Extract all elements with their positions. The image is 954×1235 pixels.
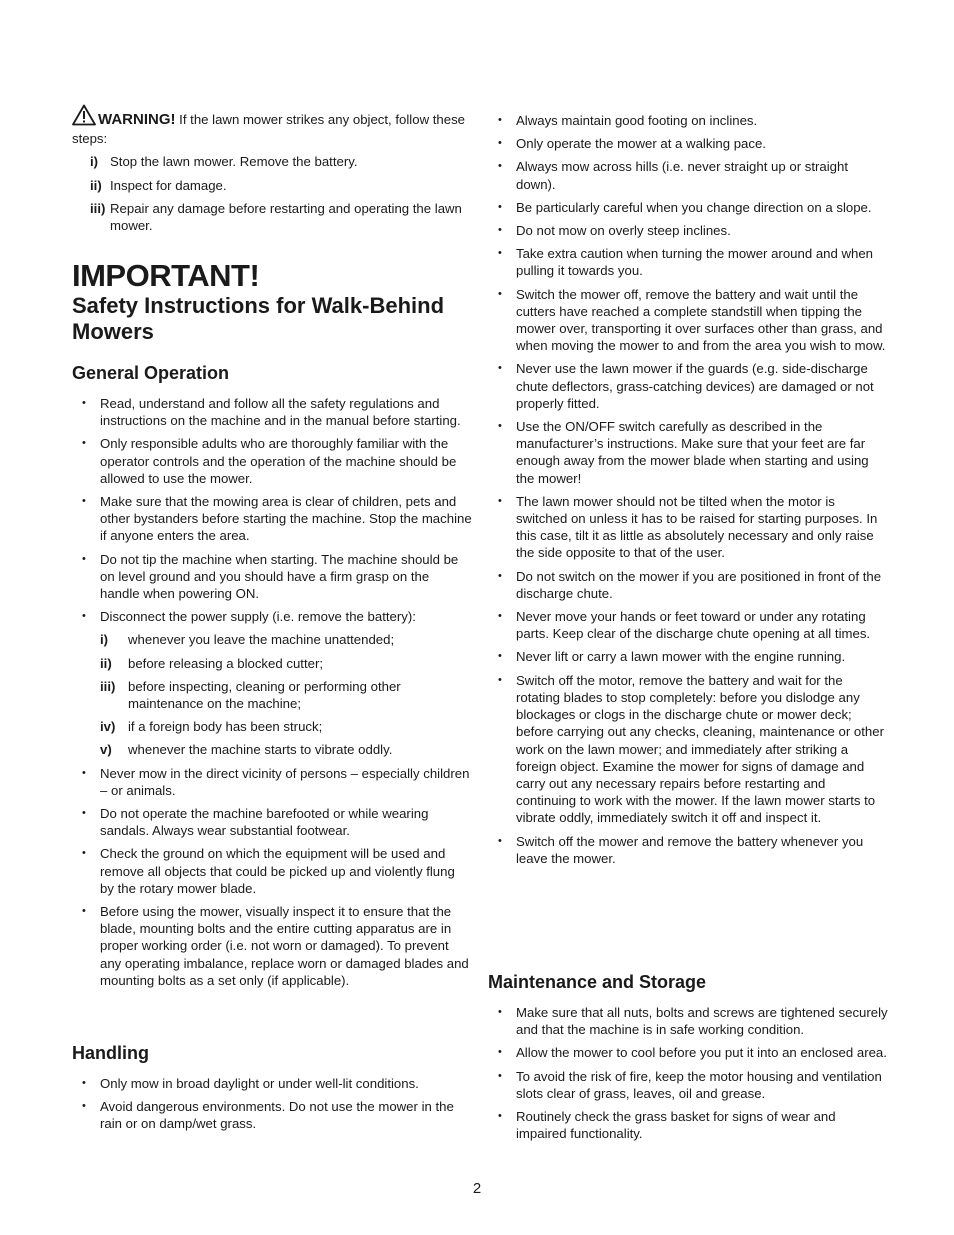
step-number: iii): [90, 200, 106, 216]
list-item: • Routinely check the grass basket for signs of wear and impaired functionality.: [488, 1108, 888, 1142]
step-text: before inspecting, cleaning or performing other maintenance on the machine;: [128, 678, 401, 712]
list-item: • Make sure that all nuts, bolts and screws are tightened securely and that the machine is in safe working condition.: [488, 1004, 888, 1038]
list-item: • The lawn mower should not be tilted when the motor is switched on unless it has to be raised for starting purposes. In this case, tilt it as little as absolutely necessary and only raise the side opposite to that of the user.: [488, 493, 888, 562]
list-item: • Allow the mower to cool before you put it into an enclosed area.: [488, 1044, 888, 1061]
step-number: ii): [100, 655, 112, 671]
handling-list: [72, 1075, 472, 1139]
list-item: • Do not operate the machine barefooted or while wearing sandals. Always wear substantial footwear.: [72, 805, 472, 839]
list-item: • Switch off the mower and remove the battery whenever you leave the mower.: [488, 833, 888, 867]
step-number: v): [100, 742, 112, 758]
step-text: before releasing a blocked cutter;: [128, 655, 323, 671]
list-item: • Use the ON/OFF switch carefully as described in the manufacturer’s instructions. Make sure that your feet are far enough away from the mower blade when starting and using the mower!: [488, 418, 888, 487]
list-item: • Switch the mower off, remove the battery and wait until the cutters have reached a complete standstill when tipping the mower over, transporting it over surfaces other than grass, and when moving the mower to and from the area you wish to mow.: [488, 286, 888, 355]
list-item: • Never mow in the direct vicinity of persons – especially children – or animals.: [72, 765, 472, 799]
list-item: • Only mow in broad daylight or under well-lit conditions.: [72, 1075, 472, 1092]
list-item: • Only responsible adults who are thoroughly familiar with the operator controls and the operation of the machine should be allowed to use the mower.: [72, 435, 472, 487]
list-item: • Never move your hands or feet toward or under any rotating parts. Keep clear of the discharge chute opening at all times.: [488, 608, 888, 642]
step-text: Inspect for damage.: [110, 177, 227, 193]
disconnect-steps: [100, 631, 472, 758]
step-number: i): [90, 154, 99, 170]
disconnect-step: [100, 655, 472, 672]
list-item: • Make sure that the mowing area is clear of children, pets and other bystanders before starting the machine. Stop the machine if anyone enters the area.: [72, 493, 472, 545]
list-item: • Avoid dangerous environments. Do not use the mower in the rain or on damp/wet grass.: [72, 1098, 472, 1132]
step-number: iv): [100, 719, 116, 735]
list-item: • Do not tip the machine when starting. The machine should be on level ground and you should have a firm grasp on the handle when powering ON.: [72, 551, 472, 603]
handling-list-continued: [488, 112, 888, 873]
list-item: • Never use the lawn mower if the guards (e.g. side-discharge chute deflectors, grass-catching devices) are damaged or not properly fitted.: [488, 360, 888, 412]
step-text: whenever you leave the machine unattended;: [128, 632, 395, 648]
step-text: Repair any damage before restarting and operating the lawn mower.: [110, 200, 462, 234]
list-item: • Only operate the mower at a walking pace.: [488, 135, 888, 152]
list-item: [72, 608, 472, 758]
step-number: i): [100, 632, 109, 648]
list-item: • Read, understand and follow all the safety regulations and instructions on the machine and in the manual before starting.: [72, 395, 472, 429]
page-title: Safety Instructions for Walk-Behind Mowers: [72, 293, 445, 344]
warning-intro-text: If the lawn mower strikes any object, follow these steps:: [72, 112, 466, 147]
section-heading-maintenance: Maintenance and Storage: [488, 972, 707, 992]
warning-step: [90, 200, 472, 234]
warning-block: [72, 104, 472, 240]
important-heading: IMPORTANT!: [72, 258, 260, 293]
section-heading-general-operation: General Operation: [72, 363, 230, 383]
general-operation-list: [72, 395, 472, 995]
disconnect-step: [100, 741, 472, 758]
list-item: • Be particularly careful when you change direction on a slope.: [488, 199, 888, 216]
warning-steps: [90, 153, 472, 234]
list-item: • Always mow across hills (i.e. never straight up or straight down).: [488, 158, 888, 192]
list-item: • To avoid the risk of fire, keep the motor housing and ventilation slots clear of grass, leaves, oil and grease.: [488, 1068, 888, 1102]
warning-intro: [72, 104, 472, 147]
warning-triangle-icon: [72, 104, 96, 130]
section-heading-handling: Handling: [72, 1043, 149, 1063]
step-text: whenever the machine starts to vibrate oddly.: [128, 742, 393, 758]
list-item: • Check the ground on which the equipment will be used and remove all objects that could be picked up and violently flung by the rotary mower blade.: [72, 845, 472, 897]
warning-step: [90, 177, 472, 194]
warning-label: WARNING!: [98, 111, 176, 128]
list-item: • Take extra caution when turning the mower around and when pulling it towards you.: [488, 245, 888, 279]
disconnect-step: [100, 718, 472, 735]
list-item: • Before using the mower, visually inspect it to ensure that the blade, mounting bolts and the entire cutting apparatus are in proper working order (i.e. not worn or damaged). To prevent any operating imbalance, replace worn or damaged blades and mounting bolts as a set only (if applicable).: [72, 903, 472, 989]
list-item: • Always maintain good footing on inclines.: [488, 112, 888, 129]
list-item: • Switch off the motor, remove the battery and wait for the rotating blades to stop completely: before you dislodge any blockages or clogs in the discharge chute or mower deck; before carrying out any checks, cleaning, maintenance or other work on the lawn mower; and immediately after striking a foreign object. Examine the mower for signs of damage and carry out any necessary repairs before restarting and continuing to work with the mower. If the lawn mower starts to vibrate oddly, immediately switch it off and inspect it.: [488, 672, 888, 827]
disconnect-step: [100, 631, 472, 648]
page-number: 2: [472, 1180, 482, 1197]
step-text: Stop the lawn mower. Remove the battery.: [110, 154, 358, 170]
list-item: • Do not mow on overly steep inclines.: [488, 222, 888, 239]
list-item: • Never lift or carry a lawn mower with the engine running.: [488, 648, 888, 665]
step-text: if a foreign body has been struck;: [128, 719, 323, 735]
list-item: • Do not switch on the mower if you are positioned in front of the discharge chute.: [488, 568, 888, 602]
list-item-text: Disconnect the power supply (i.e. remove the battery):: [100, 609, 416, 625]
step-number: iii): [100, 678, 116, 694]
maintenance-list: [488, 1004, 888, 1148]
warning-step: [90, 153, 472, 170]
step-number: ii): [90, 177, 102, 193]
disconnect-step: [100, 678, 472, 712]
